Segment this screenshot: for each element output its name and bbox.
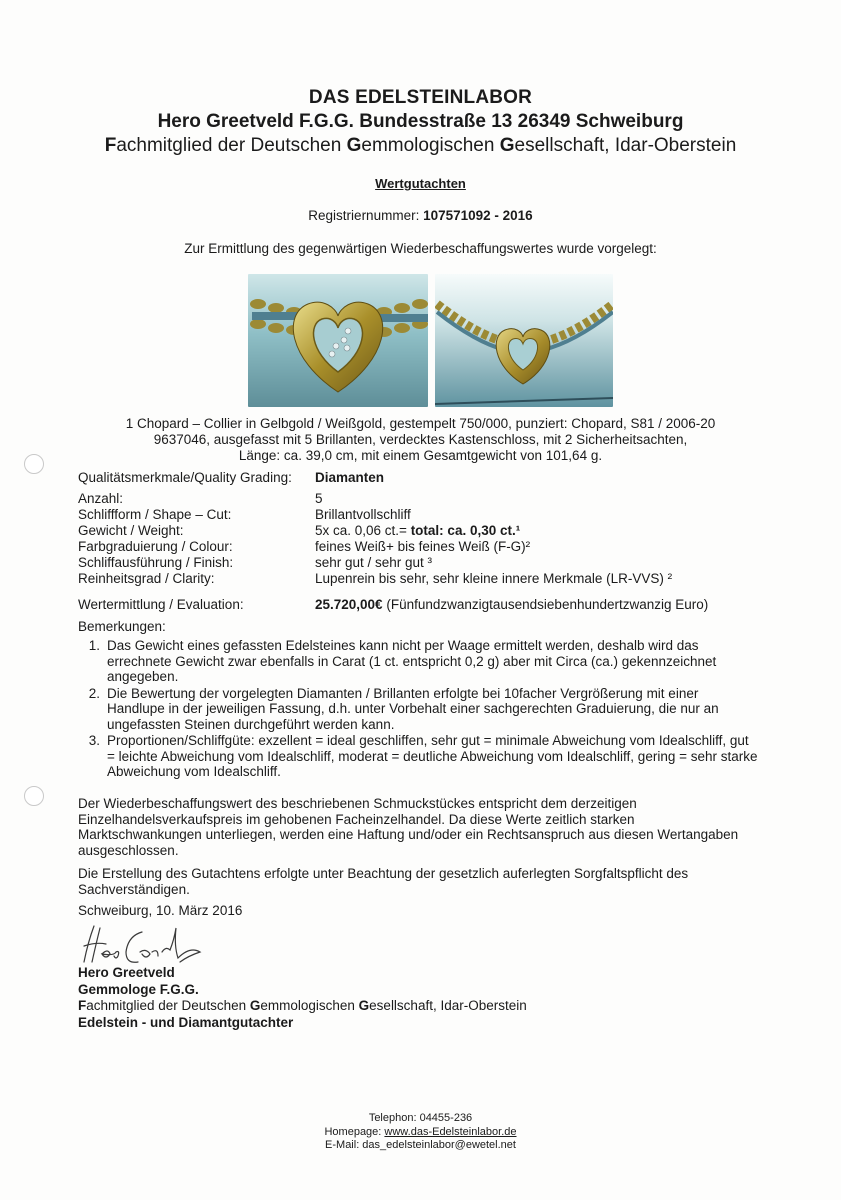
grading-value: feines Weiß+ bis feines Weiß (F-G)² — [315, 539, 531, 554]
homepage-link[interactable]: www.das-Edelsteinlabor.de — [384, 1125, 517, 1138]
signatory-title: Gemmologe F.G.G. — [78, 981, 199, 997]
jewelry-photo-closeup — [248, 274, 428, 407]
lab-name: DAS EDELSTEINLABOR — [308, 87, 533, 108]
phone-number: Telephon: 04455-236 — [368, 1112, 473, 1124]
grading-value: 5x ca. 0,06 ct.= total: ca. 0,30 ct.¹ — [315, 523, 521, 538]
grading-value: 5 — [315, 491, 323, 506]
remarks-list — [78, 638, 758, 781]
contact-footer — [0, 1112, 841, 1153]
grading-label: Farbgraduierung / Colour: — [78, 539, 233, 554]
grading-label: Reinheitsgrad / Clarity: — [78, 571, 215, 586]
signatory-role: Edelstein - und Diamantgutachter — [78, 1014, 294, 1030]
grading-header-value: Diamanten — [315, 470, 385, 485]
evaluation-value: 25.720,00€ (Fünfundzwanzigtausendsiebenhundertzwanzig Euro) — [315, 597, 709, 612]
remarks-label: Bemerkungen: — [78, 619, 166, 634]
grading-header-label: Qualitätsmerkmale/Quality Grading: — [78, 470, 292, 485]
intro-text: Zur Ermittlung des gegenwärtigen Wiederbeschaffungswertes wurde vorgelegt: — [184, 241, 657, 256]
homepage-line: Homepage: www.das-Edelsteinlabor.de — [324, 1125, 517, 1138]
description-line: 1 Chopard – Collier in Gelbgold / Weißgold, gestempelt 750/000, punziert: Chopard, S81 / 2006-20 — [125, 416, 716, 431]
grading-label: Gewicht / Weight: — [78, 523, 184, 538]
signatory-name: Hero Greetveld — [78, 965, 175, 980]
remark-item: 3. Proportionen/Schliffgüte: exzellent = ideal geschliffen, sehr gut = minimale Abweichung vom Idealschliff, gut = leichte Abweichung vom Idealschliff, moderat = deutliche Abweichung vom Idealschliff, gering = sehr starke Abweichung vom Idealschliff. — [88, 733, 758, 779]
remark-item: 2. Die Bewertung der vorgelegten Diamanten / Brillanten erfolgte bei 10facher Vergrößerung mit einer Handlupe in der jeweiligen Fassung, d.h. unter Vorbehalt einer sachgerechten Graduierung, die nur an ungefassten Steinen durchgeführt werden kann. — [88, 685, 719, 732]
registration-number: Registriernummer: 107571092 - 2016 — [308, 208, 533, 223]
signatory-block — [78, 965, 527, 1031]
lab-membership: Fachmitglied der Deutschen Gemmologischen Gesellschaft, Idar-Oberstein — [104, 135, 737, 156]
jewelry-photo-overview — [435, 274, 613, 407]
diligence-paragraph: Die Erstellung des Gutachtens erfolgte unter Beachtung der gesetzlich auferlegten Sorgfaltspflicht des Sachverständigen. — [78, 866, 689, 897]
signatory-membership: Fachmitglied der Deutschen Gemmologischen Gesellschaft, Idar-Oberstein — [78, 998, 527, 1013]
grading-label: Anzahl: — [78, 491, 124, 506]
lab-address: Hero Greetveld F.G.G. Bundesstraße 13 26349 Schweiburg — [157, 111, 684, 132]
grading-label: Schliffform / Shape – Cut: — [78, 507, 232, 522]
grading-value: Brillantvollschliff — [315, 507, 411, 522]
description-line: Länge: ca. 39,0 cm, mit einem Gesamtgewicht von 101,64 g. — [238, 448, 603, 463]
item-description — [0, 416, 841, 464]
disclaimer-paragraph: Der Wiederbeschaffungswert des beschriebenen Schmuckstückes entspricht dem derzeitigen Einzelhandelsverkaufspreis im gehobenen Facheinzelhandel. Da diese Werte zeitlich starken Marktschwankungen unterliegen, werden eine Haftung und/oder ein Rechtsanspruch aus diesen Wertangaben ausgeschlossen. — [78, 796, 739, 858]
document-title: Wertgutachten — [375, 176, 466, 191]
grading-value: sehr gut / sehr gut ³ — [315, 555, 433, 570]
punch-hole-bottom — [24, 786, 44, 806]
email-address[interactable]: E-Mail: das_edelsteinlabor@ewetel.net — [325, 1139, 516, 1151]
handwritten-signature — [80, 922, 210, 968]
grading-label: Schliffausführung / Finish: — [78, 555, 234, 570]
evaluation-label: Wertermittlung / Evaluation: — [78, 597, 244, 612]
remark-item: 1. Das Gewicht eines gefassten Edelsteines kann nicht per Waage ermittelt werden, deshalb wird das errechnete Gewicht zwar ebenfalls in Carat (1 ct. entspricht 0,2 g) aber mit Circa (ca.) gekennzeichnet angegeben. — [88, 638, 717, 684]
grading-value: Lupenrein bis sehr, sehr kleine innere Merkmale (LR-VVS) ² — [315, 571, 673, 586]
place-and-date: Schweiburg, 10. März 2016 — [78, 903, 243, 918]
description-line: 9637046, ausgefasst mit 5 Brillanten, verdecktes Kastenschloss, mit 2 Sicherheitsachten, — [153, 432, 688, 447]
